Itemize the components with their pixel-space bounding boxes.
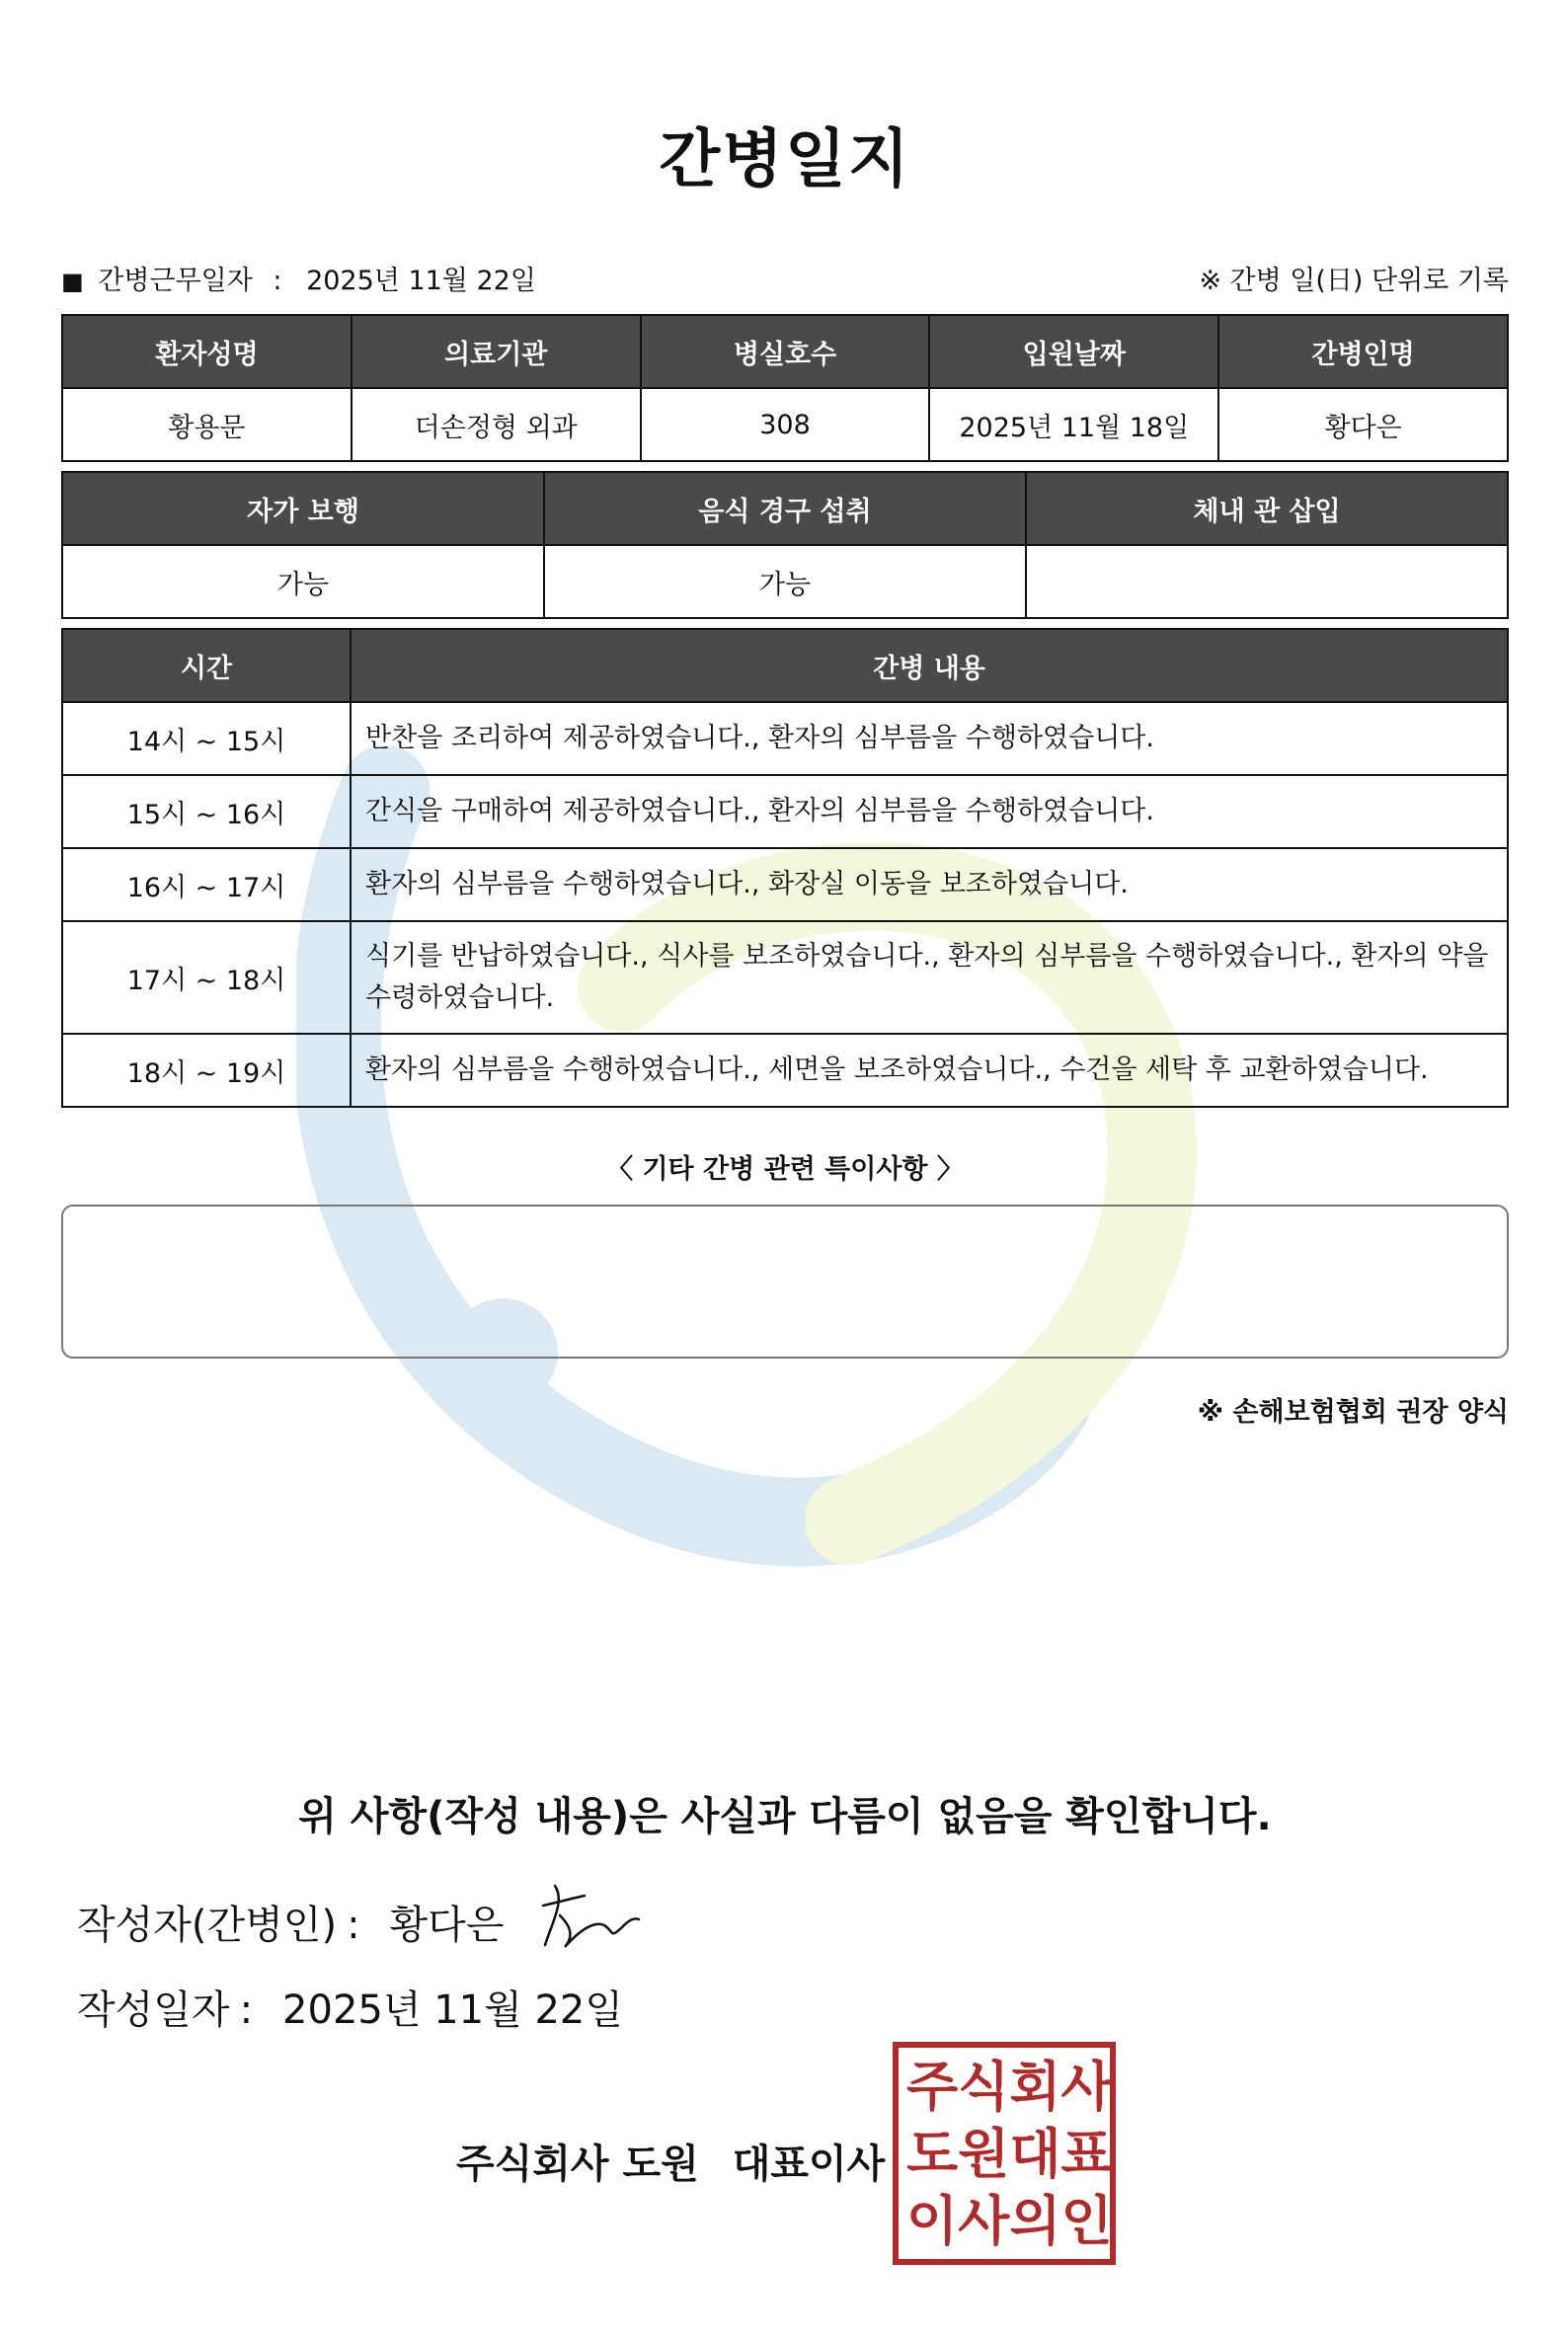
writer-colon: : xyxy=(347,1903,360,1948)
oral-intake-value: 가능 xyxy=(544,545,1026,618)
written-date-value: 2025년 11월 22일 xyxy=(282,1987,623,2033)
seal-char: 표 xyxy=(1060,2123,1113,2185)
header-time: 시간 xyxy=(62,629,351,702)
header-admission-date: 입원날짜 xyxy=(929,315,1218,388)
confirmation-statement: 위 사항(작성 내용)은 사실과 다름이 없음을 확인합니다. xyxy=(298,1794,1272,1839)
written-date-label: 작성일자 xyxy=(77,1987,230,2033)
admission-date: 2025년 11월 18일 xyxy=(929,388,1218,461)
special-notes-title: 〈 기타 간병 관련 특이사항 〉 xyxy=(606,1154,964,1185)
table-header-row xyxy=(62,472,1508,545)
header-self-walking: 자가 보행 xyxy=(62,472,544,545)
care-content: 간식을 구매하여 제공하였습니다., 환자의 심부름을 수행하였습니다. xyxy=(351,775,1508,848)
patient-name: 황용문 xyxy=(62,388,352,461)
self-walking-value: 가능 xyxy=(62,545,544,618)
seal-char: 주 xyxy=(906,2056,959,2118)
table-row xyxy=(62,775,1508,848)
work-date xyxy=(61,259,536,297)
seal-char: 의 xyxy=(1009,2190,1061,2252)
written-date-line xyxy=(77,1979,623,2035)
patient-info-table xyxy=(61,314,1509,462)
care-content-table xyxy=(61,628,1509,1108)
table-row xyxy=(62,545,1508,618)
table-row xyxy=(62,388,1508,461)
time-slot: 15시 ~ 16시 xyxy=(62,775,351,848)
record-unit-note: ※ 간병 일(日) 단위로 기록 xyxy=(1199,266,1509,296)
care-content: 식기를 반납하였습니다., 식사를 보조하였습니다., 환자의 심부름을 수행하였습니다., 환자의 약을 수령하였습니다. xyxy=(351,921,1508,1034)
seal-char: 식 xyxy=(958,2056,1010,2118)
special-notes-box xyxy=(61,1205,1509,1359)
representative-title: 대표이사 xyxy=(732,2142,886,2187)
square-marker: ■ xyxy=(61,268,84,295)
seal-char: 회 xyxy=(1009,2056,1061,2118)
writer-line xyxy=(77,1894,504,1950)
table-row xyxy=(62,702,1508,775)
care-content: 반찬을 조리하여 제공하였습니다., 환자의 심부름을 수행하였습니다. xyxy=(351,702,1508,775)
seal-char: 원 xyxy=(958,2123,1010,2185)
time-slot: 18시 ~ 19시 xyxy=(62,1034,351,1107)
header-hospital: 의료기관 xyxy=(352,315,641,388)
table-row xyxy=(62,848,1508,921)
tube-insertion-value xyxy=(1026,545,1508,618)
seal-char: 인 xyxy=(1060,2190,1113,2252)
header-tube-insertion: 체내 관 삽입 xyxy=(1026,472,1508,545)
writer-name: 황다은 xyxy=(389,1903,505,1948)
handwritten-signature xyxy=(535,1876,644,1955)
work-date-label: 간병근무일자 xyxy=(98,266,253,296)
recommended-form-note: ※ 손해보험협회 권장 양식 xyxy=(1197,1397,1509,1428)
caregiver-name: 황다은 xyxy=(1218,388,1508,461)
seal-char: 도 xyxy=(906,2123,959,2185)
care-content: 환자의 심부름을 수행하였습니다., 화장실 이동을 보조하였습니다. xyxy=(351,848,1508,921)
seal-char: 이 xyxy=(906,2190,959,2252)
header-caregiver-name: 간병인명 xyxy=(1218,315,1508,388)
table-header-row xyxy=(62,629,1508,702)
table-row xyxy=(62,1034,1508,1107)
time-slot: 17시 ~ 18시 xyxy=(62,921,351,1034)
seal-char: 대 xyxy=(1009,2123,1061,2185)
writer-label: 작성자(간병인) xyxy=(77,1903,338,1948)
time-slot: 16시 ~ 17시 xyxy=(62,848,351,921)
work-date-colon: : xyxy=(273,266,282,296)
document-title: 간병일지 xyxy=(659,123,911,196)
meta-row xyxy=(61,259,1509,298)
company-line xyxy=(456,2133,885,2189)
table-row xyxy=(62,921,1508,1034)
company-seal-stamp xyxy=(893,2042,1116,2265)
seal-char: 사 xyxy=(958,2190,1010,2252)
seal-characters xyxy=(906,2054,1113,2253)
patient-status-table xyxy=(61,471,1509,619)
header-room-number: 병실호수 xyxy=(641,315,930,388)
table-header-row xyxy=(62,315,1508,388)
header-care-content: 간병 내용 xyxy=(351,629,1508,702)
time-slot: 14시 ~ 15시 xyxy=(62,702,351,775)
room-number: 308 xyxy=(641,388,930,461)
care-content: 환자의 심부름을 수행하였습니다., 세면을 보조하였습니다., 수건을 세탁 후 교환하였습니다. xyxy=(351,1034,1508,1107)
written-date-colon: : xyxy=(239,1987,254,2033)
header-oral-intake: 음식 경구 섭취 xyxy=(544,472,1026,545)
company-name: 주식회사 도원 xyxy=(456,2142,699,2187)
seal-char: 사 xyxy=(1060,2056,1113,2118)
header-patient-name: 환자성명 xyxy=(62,315,352,388)
work-date-value: 2025년 11월 22일 xyxy=(306,266,536,296)
hospital-name: 더손정형 외과 xyxy=(352,388,641,461)
